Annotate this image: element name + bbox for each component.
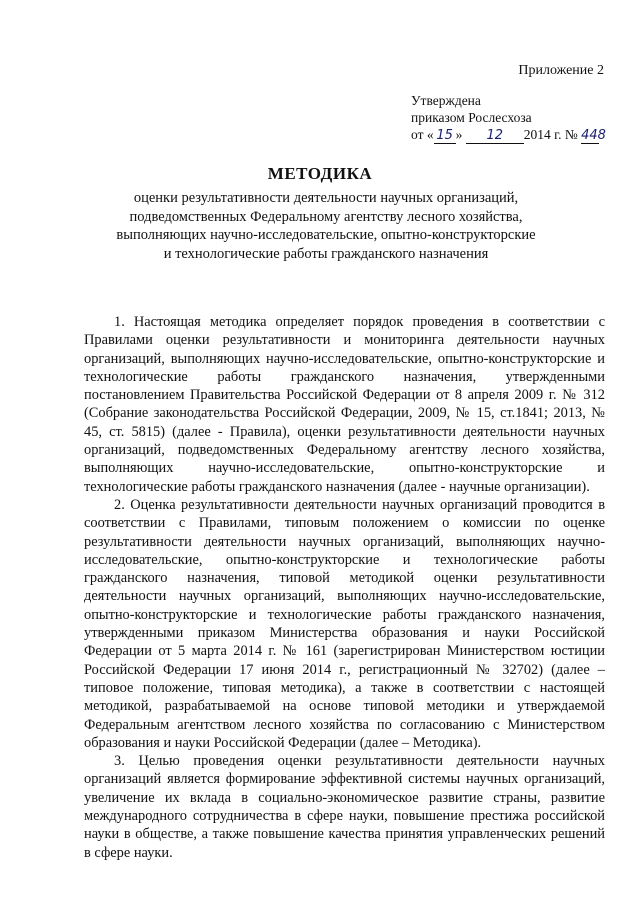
document-title: МЕТОДИКА [267, 164, 373, 183]
paragraph-1: 1. Настоящая методика определяет порядок проведения в соответствии с Правилами оценки результативности и мониторинга деятельности научных организаций, выполняющих научно-исследовательские, опытно-конструкторские и технологические работы гражданского назначения, утвержденными постановлением Правительства Российской Федерации от 8 апреля 2009 г. № 312 (Собрание законодательства Российской Федерации, 2009, № 15, ст.1841; 2013, № 45, ст. 5815) (далее - Правила), оценки результативности деятельности научных организаций, подведомственных Федеральному агентству лесного хозяйства, выполняющих научно-исследовательские, опытно-конструкторские и технологические работы гражданского назначения (далее - научные организации). [84, 314, 605, 495]
date-prefix: от « [411, 127, 434, 142]
subtitle-line: и технологические работы гражданского назначения [163, 245, 489, 262]
document-body [84, 313, 605, 862]
date-year-suffix: 2014 г. № [523, 127, 578, 142]
paragraph-3: 3. Целью проведения оценки результативности деятельности научных организаций является формирование эффективной системы научных организаций, увеличение их вклада в социально-экономическое развитие страны, развитие международного сотрудничества в сфере науки, повышение престижа российской науки в обществе, а также повышение качества принятия управленческих решений в сфере науки. [84, 753, 605, 861]
date-mid: » [455, 127, 463, 142]
approved-label: Утверждена [411, 93, 481, 108]
order-number: 448 [581, 128, 606, 143]
document-subtitle [105, 189, 547, 263]
subtitle-line: подведомственных Федеральному агентству лесного хозяйства, [129, 208, 523, 225]
date-day-field [434, 128, 456, 144]
paragraph-2: 2. Оценка результативности деятельности научных организаций проводится в соответствии с Правилами, типовым положением о комиссии по оценке результативности деятельности научных организаций, выполняющих научно-исследовательские, опытно-конструкторские и технологические работы гражданского назначения, типовой методикой оценки результативности деятельности научных организаций, выполняющих научно-исследовательские, опытно-конструкторские и технологические работы гражданского назначения, утвержденными приказом Министерства образования и науки Российской Федерации от 5 марта 2014 г. № 161 (зарегистрирован Министерством юстиции Российской Федерации 17 июня 2014 г., регистрационный № 32702) (далее – типовое положение, типовая методика), а также в соответствии с настоящей методикой, разрабатываемой на основе типовой методики и утверждаемой Федеральным агентством лесного хозяйства по согласованию с Министерством образования и науки Российской Федерации (далее – Методика). [84, 496, 605, 751]
date-month: 12 [486, 128, 503, 143]
appendix-label: Приложение 2 [518, 63, 604, 78]
subtitle-line: оценки результативности деятельности научных организаций, [133, 190, 519, 206]
approval-block [411, 92, 606, 143]
order-label: приказом Рослесхоза [411, 110, 532, 125]
order-number-field [581, 128, 606, 144]
order-date-line [411, 126, 606, 143]
subtitle-line: выполняющих научно-исследовательские, опытно-конструкторские [116, 227, 536, 243]
date-month-field [466, 128, 524, 144]
date-day: 15 [436, 128, 453, 143]
